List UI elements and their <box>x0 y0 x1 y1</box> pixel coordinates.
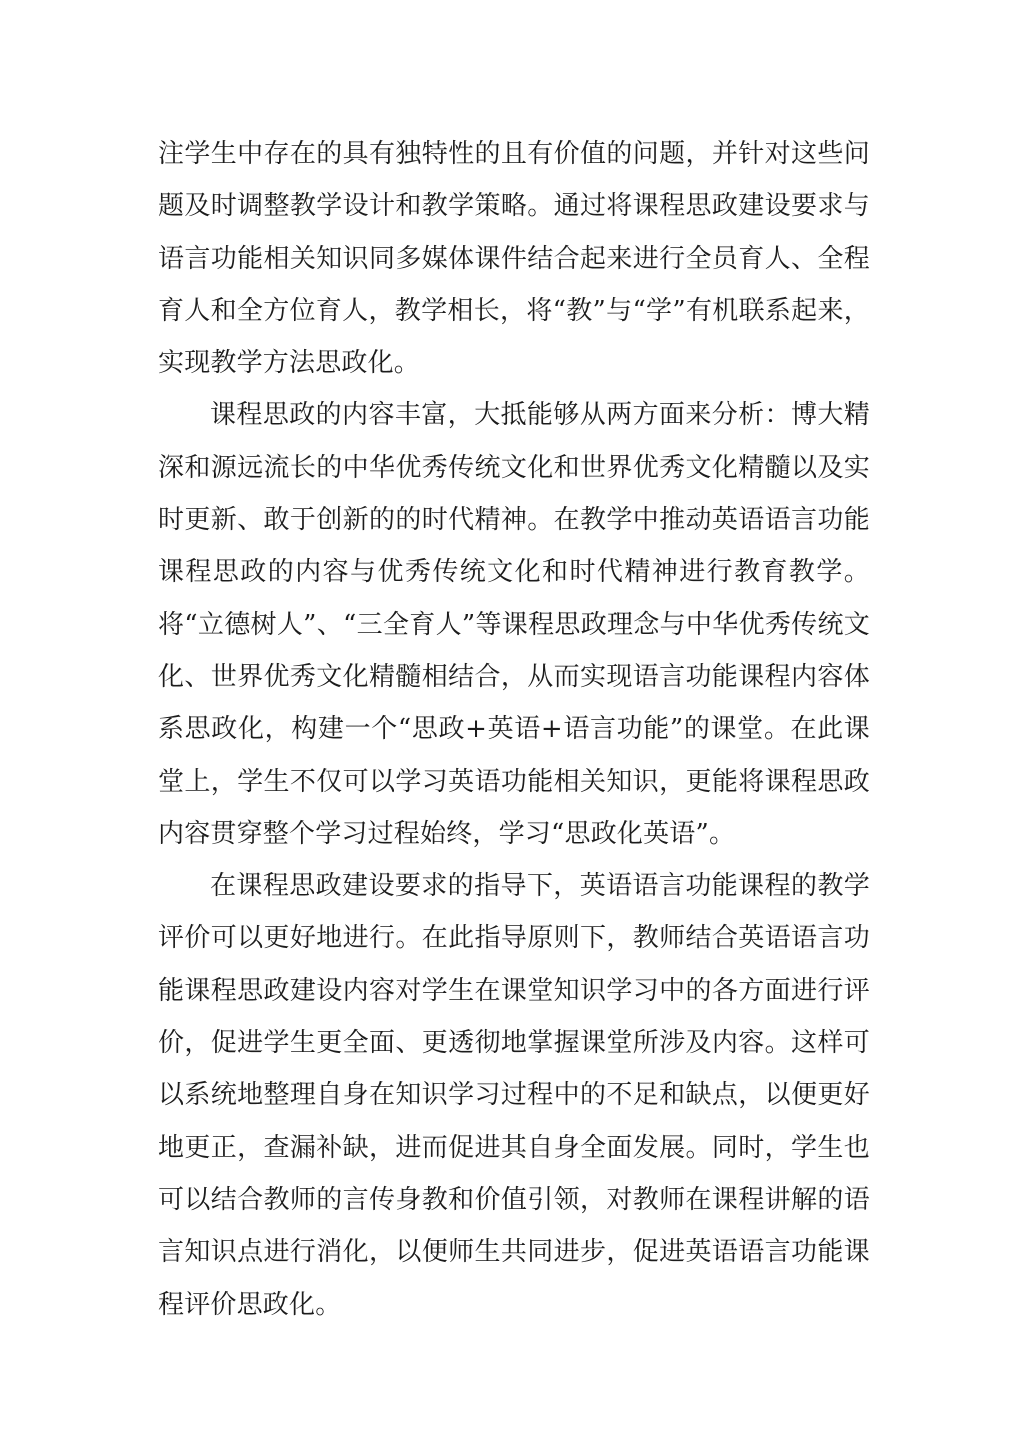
paragraph-course-content: 课程思政的内容丰富，大抵能够从两方面来分析：博大精深和源远流长的中华优秀传统文化和世界优秀文化精髓以及实时更新、敢于创新的的时代精神。在教学中推动英语语言功能课程思政的内容与优秀传统文化和时代精神进行教育教学。将“立德树人”、“三全育人”等课程思政理念与中华优秀传统文化、世界优秀文化精髓相结合，从而实现语言功能课程内容体系思政化，构建一个“思政+英语+语言功能”的课堂。在此课堂上，学生不仅可以学习英语功能相关知识，更能将课程思政内容贯穿整个学习过程始终，学习“思政化英语”。 <box>158 400 870 849</box>
paragraph-teaching-evaluation: 在课程思政建设要求的指导下，英语语言功能课程的教学评价可以更好地进行。在此指导原则下，教师结合英语语言功能课程思政建设内容对学生在课堂知识学习中的各方面进行评价，促进学生更全面、更透彻地掌握课堂所涉及内容。这样可以系统地整理自身在知识学习过程中的不足和缺点，以便更好地更正，查漏补缺，进而促进其自身全面发展。同时，学生也可以结合教师的言传身教和价值引领，对教师在课程讲解的语言知识点进行消化，以便师生共同进步，促进英语语言功能课程评价思政化。 <box>158 871 870 1320</box>
paragraph-continuation: 注学生中存在的具有独特性的且有价值的问题，并针对这些问题及时调整教学设计和教学策略。通过将课程思政建设要求与语言功能相关知识同多媒体课件结合起来进行全员育人、全程育人和全方位育人，教学相长，将“教”与“学”有机联系起来，实现教学方法思政化。 <box>158 139 870 379</box>
body-text <box>158 128 870 1331</box>
